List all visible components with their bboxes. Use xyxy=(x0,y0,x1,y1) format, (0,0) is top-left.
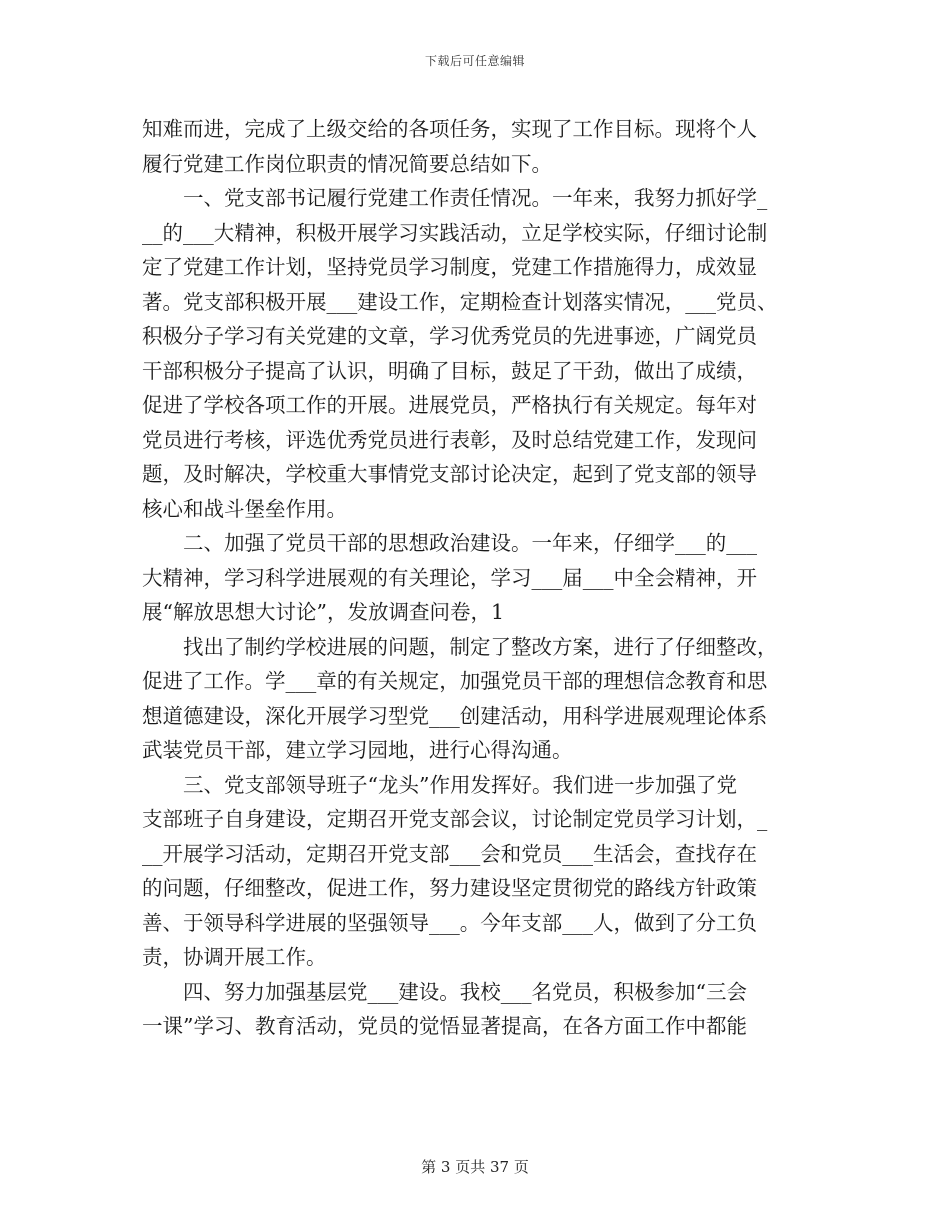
text-line: 核心和战斗堡垒作用。 xyxy=(142,496,347,521)
text-line: 一、党支部书记履行党建工作责任情况。一年来，我努力抓好学_ xyxy=(142,186,768,210)
text-line: __开展学习活动，定期召开党支部___会和党员___生活会，查找存在 xyxy=(142,841,757,866)
page-header-note: 下载后可任意编辑 xyxy=(424,54,525,68)
text-line: __的___大精神，积极开展学习实践活动，立足学校实际，仔细讨论制 xyxy=(142,220,768,245)
text-line: 一课”学习、教育活动，党员的觉悟显著提高，在各方面工作中都能 xyxy=(142,1014,747,1038)
text-line: 三、党支部领导班子“龙头”作用发挥好。我们进一步加强了党 xyxy=(142,772,737,797)
text-line: 干部积极分子提高了认识，明确了目标，鼓足了干劲，做出了成绩， xyxy=(142,358,757,383)
text-line: 促进了工作。学___章的有关规定，加强党员干部的理想信念教育和思 xyxy=(142,669,768,693)
text-line: 著。党支部积极开展___建设工作，定期检查计划落实情况，___党员、 xyxy=(142,289,778,314)
text-line: 促进了学校各项工作的开展。进展党员，严格执行有关规定。每年对 xyxy=(142,393,757,417)
text-line: 定了党建工作计划，坚持党员学习制度，党建工作措施得力，成效显 xyxy=(142,255,757,279)
text-line: 找出了制约学校进展的问题，制定了整改方案，进行了仔细整改， xyxy=(142,634,778,659)
text-line: 二、加强了党员干部的思想政治建设。一年来，仔细学___的___ xyxy=(142,531,757,555)
text-line: 题，及时解决，学校重大事情党支部讨论决定，起到了党支部的领导 xyxy=(142,462,757,486)
text-line: 积极分子学习有关党建的文章，学习优秀党员的先进事迹，广阔党员 xyxy=(142,324,757,348)
text-line: 党员进行考核，评选优秀党员进行表彰，及时总结党建工作，发现问 xyxy=(142,427,757,452)
document-body xyxy=(142,112,804,1044)
text-line: 善、于领导科学进展的坚强领导___。今年支部___人，做到了分工负 xyxy=(142,910,757,935)
text-line: 大精神，学习科学进展观的有关理论，学习___届___中全会精神，开 xyxy=(142,565,757,590)
text-line: 知难而进，完成了上级交给的各项任务，实现了工作目标。现将个人 xyxy=(142,117,757,141)
text-line: 四、努力加强基层党___建设。我校___名党员，积极参加“三会 xyxy=(142,979,747,1004)
text-line: 的问题，仔细整改，促进工作，努力建设坚定贯彻党的路线方针政策 xyxy=(142,876,757,900)
text-line: 武装党员干部，建立学习园地，进行心得沟通。 xyxy=(142,738,573,762)
text-line: 责，协调开展工作。 xyxy=(142,945,327,969)
page-number-footer: 第 3 页共 37 页 xyxy=(421,1158,529,1176)
text-line: 想道德建设，深化开展学习型党___创建活动，用科学进展观理论体系 xyxy=(142,703,768,728)
text-line: 展“解放思想大讨论”，发放调查问卷，1 xyxy=(142,600,505,624)
text-line: 履行党建工作岗位职责的情况简要总结如下。 xyxy=(142,151,552,176)
text-line: 支部班子自身建设，定期召开党支部会议，讨论制定党员学习计划，_ xyxy=(142,807,768,831)
